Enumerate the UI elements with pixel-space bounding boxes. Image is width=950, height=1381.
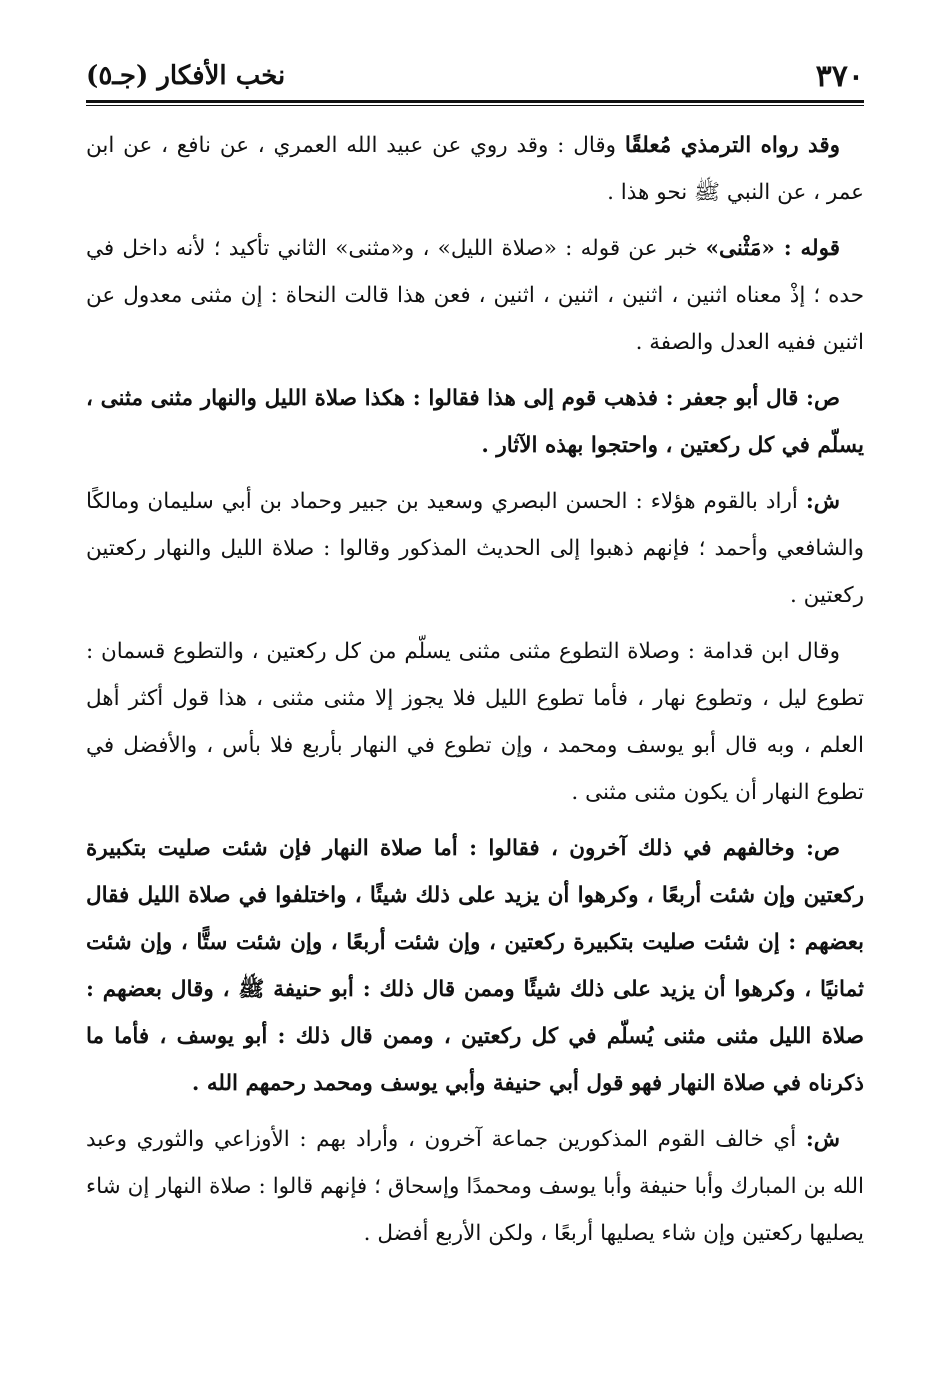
paragraph-lead: ص: وخالفهم في ذلك آخرون ، فقالوا : أما صلاة النهار فإن شئت صليت بتكبيرة ركعتين وإن شئت أربعًا ، وكرهوا أن يزيد على ذلك شيئًا ، واختلفوا في صلاة الليل فقال بعضهم : إن شئت صليت بتكبيرة ركعتين ، وإن شئت أربعًا ، وإن شئت ستًّا ، وإن شئت ثمانيًا ، وكرهوا أن يزيد على ذلك شيئًا وممن قال ذلك : أبو حنيفة ﷺ ، وقال بعضهم : صلاة الليل مثنى مثنى يُسلّم في كل ركعتين ، وممن قال ذلك : أبو يوسف ، فأما ما ذكرناه في صلاة النهار فهو قول أبي حنيفة وأبي يوسف ومحمد رحمهم الله . [86,836,864,1096]
paragraph-lead: ص: قال أبو جعفر : فذهب قوم إلى هذا فقالوا : هكذا صلاة الليل والنهار مثنى مثنى ، يسلّم في كل ركعتين ، واحتجوا بهذه الآثار . [86,386,864,458]
paragraph-4 [86,478,864,619]
paragraph-text: أي خالف القوم المذكورين جماعة آخرون ، وأراد بهم : الأوزاعي والثوري وعبد الله بن المبارك وأبا حنيفة وأبا يوسف ومحمدًا وإسحاق ؛ فإنهم قالوا : صلاة النهار إن شاء يصليها ركعتين وإن شاء يصليها أربعًا ، ولكن الأربع أفضل . [86,1127,864,1246]
paragraph-6 [86,825,864,1107]
running-title: نخب الأفكار (جـ٥) [86,61,286,91]
page-header [86,56,864,96]
paragraph-lead: ش: [805,1127,840,1152]
paragraph-text: وقال : وقد روي عن عبيد الله العمري ، عن نافع ، عن ابن عمر ، عن النبي ﷺ نحو هذا . [86,133,864,205]
paragraph-lead: ش: [805,489,840,514]
paragraph-lead: وقد رواه الترمذي مُعلقًا [624,133,840,158]
paragraph-1 [86,122,864,216]
paragraph-2 [86,225,864,366]
paragraph-7 [86,1116,864,1257]
page-body [86,122,864,1266]
paragraph-text: وقال ابن قدامة : وصلاة التطوع مثنى مثنى يسلّم من كل ركعتين ، والتطوع قسمان : تطوع ليل ، وتطوع نهار ، فأما تطوع الليل فلا يجوز إلا مثنى مثنى ، هذا قول أكثر أهل العلم ، وبه قال أبو يوسف ومحمد ، وإن تطوع في النهار بأربع فلا بأس ، والأفضل في تطوع النهار أن يكون مثنى مثنى . [86,639,864,805]
page-number: ٣٧٠ [815,58,864,94]
paragraph-lead: قوله : «مَثْنى» [705,236,840,261]
paragraph-5 [86,628,864,816]
paragraph-text: أراد بالقوم هؤلاء : الحسن البصري وسعيد بن جبير وحماد بن أبي سليمان ومالكًا والشافعي وأحمد ؛ فإنهم ذهبوا إلى الحديث المذكور وقالوا : صلاة الليل والنهار ركعتين ركعتين . [86,489,864,608]
header-rule [86,100,864,103]
paragraph-text: خبر عن قوله : «صلاة الليل» ، و«مثنى» الثاني تأكيد ؛ لأنه داخل في حده ؛ إذْ معناه اثنين ، اثنين ، اثنين ، اثنين ، فعن هذا قالت النحاة : إن مثنى معدول عن اثنين ففيه العدل والصفة . [86,236,864,355]
paragraph-3 [86,375,864,469]
header-rule-thin [86,105,864,106]
